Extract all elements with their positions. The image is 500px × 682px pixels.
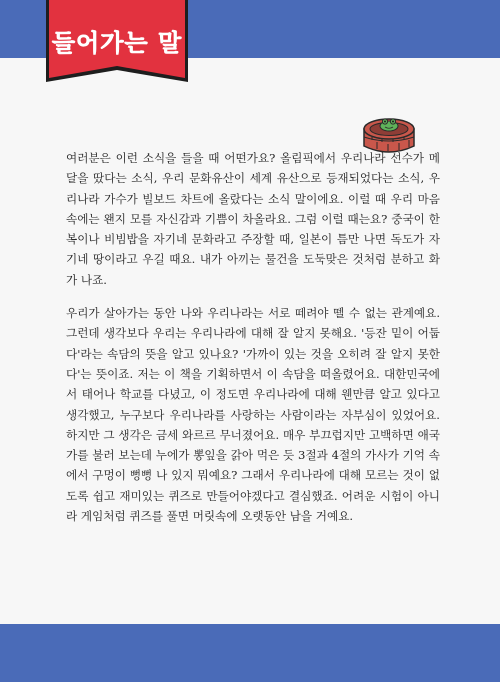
footer-band <box>0 624 500 682</box>
paragraph-gap <box>66 290 440 303</box>
page-title: 들어가는 말 <box>51 29 183 57</box>
paragraph: 우리가 살아가는 동안 나와 우리나라는 서로 떼려야 뗄 수 없는 관계예요. 그런데 생각보다 우리는 우리나라에 대해 잘 알지 못해요. '등잔 밑이 어둡다'라는 속담의 뜻을 알고 있나요? '가까이 있는 것을 오히려 잘 알지 못한다'는 뜻이죠. 저는 이 책을 기획하면서 이 속담을 떠올렸어요. 대한민국에서 태어나 학교를 다녔고, 이 정도면 우리나라에 대해 웬만큼 알고 있다고 생각했고, 누구보다 우리나라를 사랑하는 사람이라는 자부심이 있었어요. 하지만 그 생각은 금세 와르르 무너졌어요. 매우 부끄럽지만 고백하면 애국가를 불러 보는데 누에가 뽕잎을 갉아 먹은 듯 3절과 4절의 가사가 기억 속에서 구멍이 뻥뻥 나 있지 뭐예요? 그래서 우리나라에 대해 모르는 것이 없도록 쉽고 재미있는 퀴즈로 만들어야겠다고 결심했죠. 어려운 시험이 아니라 게임처럼 퀴즈를 풀면 머릿속에 오랫동안 남을 거예요. <box>66 306 440 524</box>
paragraph: 여러분은 이런 소식을 들을 때 어떤가요? 올림픽에서 우리나라 선수가 메달을 땄다는 소식, 우리 문화유산이 세계 유산으로 등재되었다는 소식, 우리나라 가수가 빌보드 차트에 올랐다는 소식 말이에요. 이럴 때 우리 마음속에는 왠지 모를 자신감과 기쁨이 차올라요. 그럼 이럴 때는요? 중국이 한복이나 비빔밥을 자기네 문화라고 주장할 때, 일본이 틈만 나면 독도가 자기네 땅이라고 우길 때요. 내가 아끼는 물건을 도둑맞은 것처럼 분하고 화가 나죠. <box>66 151 440 287</box>
intro-article <box>66 148 440 526</box>
title-ribbon <box>44 0 190 84</box>
